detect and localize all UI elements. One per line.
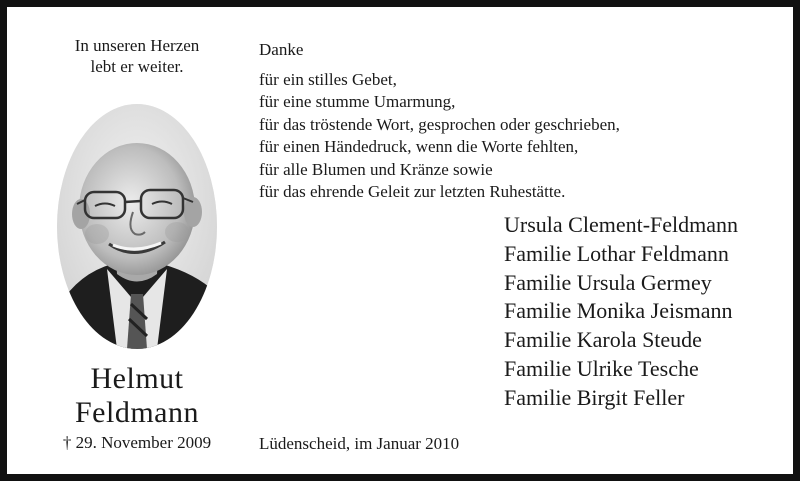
- deceased-last-name: Feldmann: [75, 396, 199, 429]
- thanks-line: für das tröstende Wort, gesprochen oder geschrieben,: [259, 114, 620, 134]
- thanks-line: für einen Händedruck, wenn die Worte fehlten,: [259, 137, 579, 157]
- deceased-first-name: Helmut: [90, 362, 184, 395]
- thanks-heading: Danke: [259, 40, 304, 59]
- date-of-death: † 29. November 2009: [62, 433, 212, 452]
- thanks-list: [259, 69, 620, 203]
- family-signatures: [504, 211, 738, 413]
- memorial-tagline: [37, 35, 237, 77]
- portrait-photo: [57, 104, 217, 349]
- portrait-illustration: [57, 104, 217, 349]
- family-name: Familie Ursula Germey: [504, 269, 712, 295]
- thanks-line: für alle Blumen und Kränze sowie: [259, 159, 493, 179]
- family-name: Familie Lothar Feldmann: [504, 240, 729, 266]
- place-and-date: Lüdenscheid, im Januar 2010: [259, 434, 460, 453]
- family-name: Familie Monika Jeismann: [504, 298, 733, 324]
- thanks-line: für ein stilles Gebet,: [259, 70, 397, 89]
- deceased-name: [37, 362, 237, 430]
- family-name: Familie Ulrike Tesche: [504, 355, 699, 381]
- thanks-line: für das ehrende Geleit zur letzten Ruhestätte.: [259, 182, 566, 202]
- tagline-line-2: lebt er weiter.: [90, 57, 184, 76]
- family-name: Ursula Clement-Feldmann: [504, 212, 739, 237]
- tagline-line-1: In unseren Herzen: [74, 36, 200, 55]
- family-name: Familie Karola Steude: [504, 327, 702, 353]
- thanks-line: für eine stumme Umarmung,: [259, 92, 456, 112]
- family-name: Familie Birgit Feller: [504, 384, 685, 410]
